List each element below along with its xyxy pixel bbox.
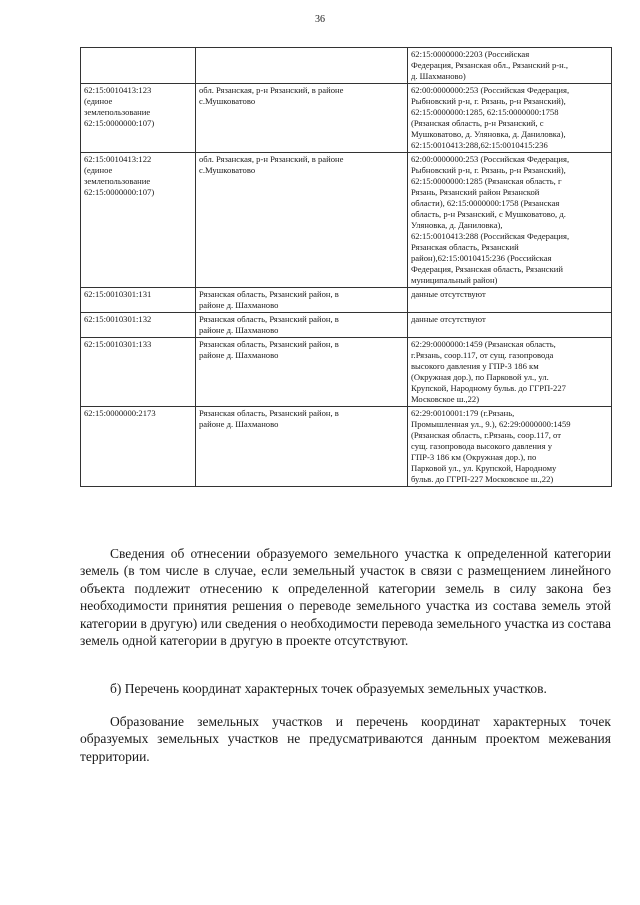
cell-line: 62:15:0000000:2173 — [84, 408, 156, 418]
cell-line: Федерация, Рязанская область, Рязанский — [411, 264, 563, 274]
cell-line: 62:29:0000000:1459 (Рязанская область, — [411, 339, 556, 349]
cell-line: Крупской, Народному бульв. до ГГРП-227 — [411, 383, 566, 393]
cell-line: 62:15:0010301:133 — [84, 339, 152, 349]
adjacent-parcels-cell — [408, 288, 612, 313]
cell-line: области), 62:15:0000000:1758 (Рязанская — [411, 198, 560, 208]
cell-line: 62:15:0010301:131 — [84, 289, 152, 299]
cell-line: Рязанская область, Рязанский район, в — [199, 408, 339, 418]
category-info-paragraph — [80, 545, 611, 649]
cell-line: муниципальный район) — [411, 275, 498, 285]
cell-line: область, р-н Рязанский, с Мушковатово, д. — [411, 209, 566, 219]
table-row — [81, 338, 612, 407]
cell-line: г.Рязань, соор.117, от сущ. газопровода — [411, 350, 554, 360]
table-row — [81, 153, 612, 288]
adjacent-parcels-cell — [408, 407, 612, 487]
cadastral-table-body — [81, 48, 612, 487]
cell-line: д. Шахманово) — [411, 71, 466, 81]
location-cell — [196, 407, 408, 487]
cell-line: 62:15:0010413:288 (Российская Федерация, — [411, 231, 570, 241]
adjacent-parcels-cell — [408, 338, 612, 407]
cell-line: Парковой ул., ул. Крупской, Народному — [411, 463, 557, 473]
coordinates-heading — [80, 680, 611, 697]
cell-line: бульв. до ГГРП-227 Московское ш.,22) — [411, 474, 554, 484]
cell-line: 62:29:0010001:179 (г.Рязань, — [411, 408, 515, 418]
cell-line: 62:15:0010413:288,62:15:0010415:236 — [411, 140, 548, 150]
cell-line: (Окружная дор.), по Парковой ул., ул. — [411, 372, 549, 382]
cell-line: обл. Рязанская, р-н Рязанский, в районе — [199, 154, 344, 164]
cadastral-number-cell — [81, 313, 196, 338]
table-row — [81, 407, 612, 487]
cell-line: (единое — [84, 165, 113, 175]
cell-line: 62:15:0010413:123 — [84, 85, 152, 95]
page-number: 36 — [315, 14, 325, 25]
paragraph-text: б) Перечень координат характерных точек образуемых земельных участков. — [110, 681, 547, 696]
cell-line: 62:15:0010301:132 — [84, 314, 152, 324]
cell-line: Рязанская область, Рязанский район, в — [199, 339, 339, 349]
cell-line: Рязань, Рязанский район Рязанской — [411, 187, 540, 197]
table-row — [81, 313, 612, 338]
cell-line: данные отсутствуют — [411, 314, 486, 324]
cell-line: Уляновка, д. Даниловка), — [411, 220, 503, 230]
cell-line: 62:00:0000000:253 (Российская Федерация, — [411, 85, 570, 95]
cell-line: Рязанская область, Рязанский район, в — [199, 289, 339, 299]
cell-line: с.Мушковатово — [199, 165, 256, 175]
cell-line: (Рязанская область, р-н Рязанский, с — [411, 118, 544, 128]
cell-line: Федерация, Рязанская обл., Рязанский р-н., — [411, 60, 569, 70]
adjacent-parcels-cell — [408, 84, 612, 153]
cell-line: районе д. Шахманово — [199, 300, 279, 310]
adjacent-parcels-cell — [408, 313, 612, 338]
cadastral-number-cell — [81, 407, 196, 487]
location-cell — [196, 84, 408, 153]
cell-line: Рязанская область, Рязанский — [411, 242, 519, 252]
location-cell — [196, 48, 408, 84]
formation-paragraph — [80, 713, 611, 765]
cell-line: 62:15:0000000:1285 (Рязанская область, г — [411, 176, 562, 186]
cell-line: высокого давления у ГПР-3 186 км — [411, 361, 539, 371]
cell-line: землепользование — [84, 107, 151, 117]
cell-line: районе д. Шахманово — [199, 419, 279, 429]
location-cell — [196, 313, 408, 338]
table-row — [81, 48, 612, 84]
cell-line: районе д. Шахманово — [199, 350, 279, 360]
adjacent-parcels-cell — [408, 153, 612, 288]
cell-line: 62:00:0000000:253 (Российская Федерация, — [411, 154, 570, 164]
cadastral-number-cell — [81, 338, 196, 407]
location-cell — [196, 288, 408, 313]
cadastral-number-cell — [81, 153, 196, 288]
location-cell — [196, 153, 408, 288]
cell-line: районе д. Шахманово — [199, 325, 279, 335]
cell-line: ГПР-3 186 км (Окружная дор.), по — [411, 452, 537, 462]
location-cell — [196, 338, 408, 407]
cadastral-number-cell — [81, 288, 196, 313]
cell-line: 62:15:0000000:1285, 62:15:0000000:1758 — [411, 107, 559, 117]
cell-line: Московское ш.,22) — [411, 394, 480, 404]
table-row — [81, 84, 612, 153]
paragraph-text: Образование земельных участков и перечень координат характерных точек образуемых земельных участков не предусматриваются данным проектом межевания территории. — [80, 714, 611, 764]
cell-line: район),62:15:0010415:236 (Российская — [411, 253, 552, 263]
cell-line: 62:15:0000000:107) — [84, 187, 155, 197]
cadastral-table — [80, 47, 612, 487]
adjacent-parcels-cell — [408, 48, 612, 84]
cell-line: Промышленная ул., 9.), 62:29:0000000:1459 — [411, 419, 571, 429]
cell-line: обл. Рязанская, р-н Рязанский, в районе — [199, 85, 344, 95]
cadastral-number-cell — [81, 84, 196, 153]
cell-line: 62:15:0010413:122 — [84, 154, 152, 164]
cell-line: данные отсутствуют — [411, 289, 486, 299]
cell-line: Рыбновский р-н, г. Рязань, р-н Рязанский), — [411, 96, 566, 106]
cell-line: с.Мушковатово — [199, 96, 256, 106]
cell-line: 62:15:0000000:107) — [84, 118, 155, 128]
cell-line: (Рязанская область, г.Рязань, соор.117, от — [411, 430, 561, 440]
cell-line: (единое — [84, 96, 113, 106]
cell-line: землепользование — [84, 176, 151, 186]
cell-line: Мушковатово, д. Уляновка, д. Даниловка), — [411, 129, 566, 139]
cell-line: сущ. газопровода высокого давления у — [411, 441, 553, 451]
cell-line: Рыбновский р-н, г. Рязань, р-н Рязанский), — [411, 165, 566, 175]
cadastral-number-cell — [81, 48, 196, 84]
cell-line: 62:15:0000000:2203 (Российская — [411, 49, 530, 59]
cell-line: Рязанская область, Рязанский район, в — [199, 314, 339, 324]
paragraph-text: Сведения об отнесении образуемого земельного участка к определенной категории земель (в том числе в случае, если земельный участок в связи с размещением линейного объекта подлежит отнесению к определенной категории земель в силу закона без необходимости принятия решения о переводе земельного участка из состава земель этой категории в другую) или сведения о необходимости перевода земельного участка из состава земель одной категории в другую в проекте отсутствуют. — [80, 546, 611, 649]
table-row — [81, 288, 612, 313]
